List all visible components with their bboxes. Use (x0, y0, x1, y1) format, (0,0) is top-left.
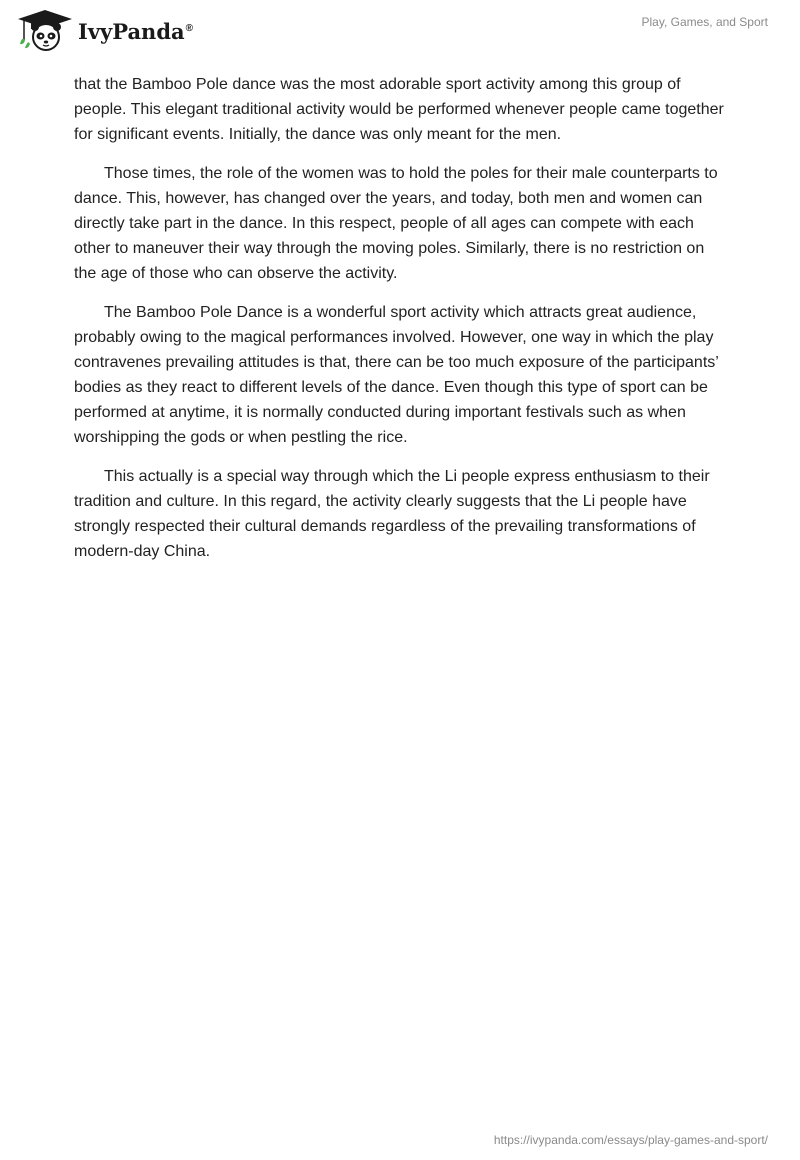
logo-text: IvyPanda® (78, 18, 193, 44)
page-header (0, 0, 800, 60)
paragraph: The Bamboo Pole Dance is a wonderful sport activity which attracts great audience, probably owing to the magical performances involved. However, one way in which the play contravenes prevailing attitudes is that, there can be too much exposure of the participants’ bodies as they react to different levels of the dance. Even though this type of sport can be performed at anytime, it is normally conducted during important festivals such as when worshipping the gods or when pestling the rice. (74, 304, 719, 446)
logo[interactable] (16, 8, 193, 52)
registered-mark: ® (185, 22, 193, 34)
paragraph: Those times, the role of the women was to hold the poles for their male counterparts to dance. This, however, has changed over the years, and today, both men and women can directly take part in the dance. In this respect, people of all ages can compete with each other to maneuver their way through the moving poles. Similarly, there is no restriction on the age of those who can observe the activity. (74, 165, 718, 282)
paragraph: that the Bamboo Pole dance was the most adorable sport activity among this group of people. This elegant traditional activity would be performed whenever people came together for significant events. Initially, the dance was only meant for the men. (74, 76, 724, 143)
paragraph: This actually is a special way through which the Li people express enthusiasm to their tradition and culture. In this regard, the activity clearly suggests that the Li people have strongly respected their cultural demands regardless of the prevailing transformations of modern-day China. (74, 468, 710, 560)
essay-body (74, 72, 730, 578)
footer-url[interactable]: https://ivypanda.com/essays/play-games-and-sport/ (493, 1133, 768, 1147)
running-title: Play, Games, and Sport (641, 15, 768, 29)
panda-logo-icon (16, 8, 74, 52)
